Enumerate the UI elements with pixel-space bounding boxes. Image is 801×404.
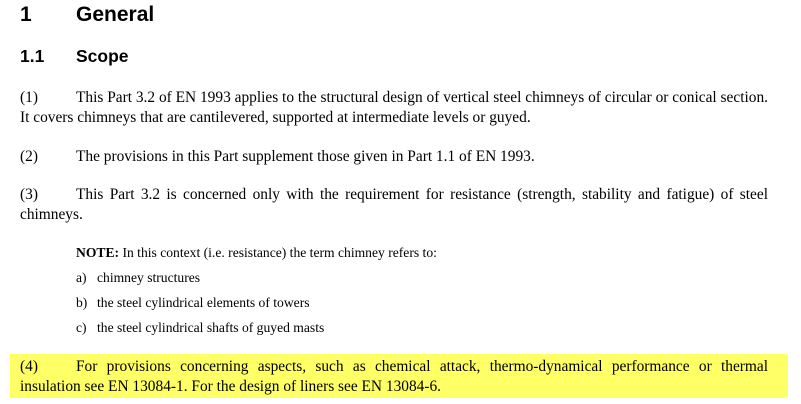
section-number: 1 (20, 3, 32, 26)
paragraph-text: This Part 3.2 of EN 1993 applies to the structural design of vertical steel chimneys of circular or conical section. It covers chimneys that are cantilevered, supported at intermediate levels or guyed. (20, 89, 768, 126)
list-item (76, 319, 324, 337)
paragraph-text: The provisions in this Part supplement those given in Part 1.1 of EN 1993. (76, 148, 535, 165)
paragraph-4 (20, 357, 768, 397)
note-label: NOTE: (76, 245, 120, 260)
paragraph-text: This Part 3.2 is concerned only with the requirement for resistance (strength, stability and fatigue) of steel chimneys. (20, 186, 768, 223)
paragraph-number: (3) (20, 186, 38, 203)
list-item-text: the steel cylindrical shafts of guyed masts (97, 320, 325, 335)
note-text: In this context (i.e. resistance) the term chimney refers to: (119, 245, 437, 260)
paragraph-number: (4) (20, 358, 38, 375)
paragraph-3 (20, 185, 768, 225)
paragraph-2 (20, 147, 768, 167)
list-marker: b) (76, 295, 88, 310)
note (76, 244, 437, 262)
paragraph-1 (20, 88, 768, 128)
list-marker: a) (76, 270, 87, 285)
subsection-title: Scope (76, 46, 129, 66)
list-item (76, 269, 200, 287)
section-title: General (76, 3, 155, 26)
list-item-text: chimney structures (97, 270, 201, 285)
paragraph-number: (2) (20, 148, 38, 165)
paragraph-number: (1) (20, 89, 38, 106)
subsection-number: 1.1 (20, 46, 45, 66)
list-item (76, 294, 310, 312)
paragraph-text: For provisions concerning aspects, such as chemical attack, thermo-dynamical performance or thermal insulation see EN 13084-1. For the design of liners see EN 13084-6. (20, 358, 768, 395)
list-item-text: the steel cylindrical elements of towers (97, 295, 310, 310)
list-marker: c) (76, 320, 87, 335)
